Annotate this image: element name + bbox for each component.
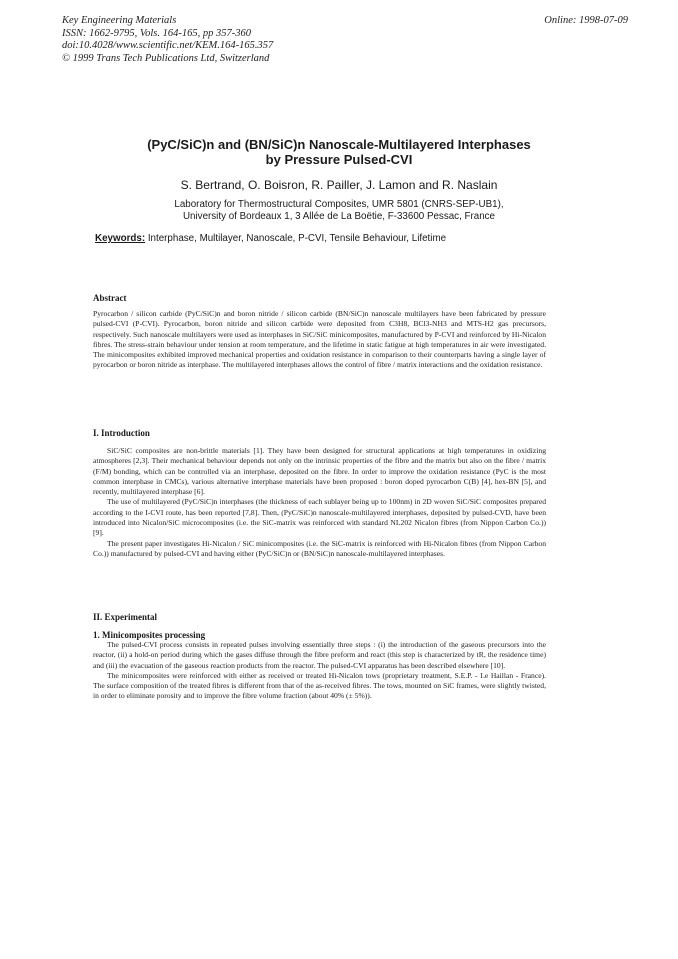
experimental-heading: II. Experimental — [93, 612, 157, 622]
keywords-label: Keywords: — [95, 233, 146, 244]
keywords — [95, 233, 615, 244]
journal-name: Key Engineering Materials — [62, 15, 177, 26]
paper-title — [0, 137, 678, 167]
online-date: Online: 1998-07-09 — [544, 15, 628, 26]
copyright-line: © 1999 Trans Tech Publications Ltd, Switzerland — [62, 52, 270, 64]
affiliation-line-1: Laboratory for Thermostructural Composites, UMR 5801 (CNRS-SEP-UB1), — [174, 199, 504, 210]
authors: S. Bertrand, O. Boisron, R. Pailler, J. Lamon and R. Naslain — [180, 178, 498, 192]
experimental-body — [93, 640, 546, 702]
intro-paragraph-3: The present paper investigates Hi-Nicalon / SiC minicomposites (i.e. the SiC-matrix is reinforced with Hi-Nicalon fibres (from Nippon Carbon Co.)) manufactured by pulsed-CVI and having either (PyC/SiC)n or (BN/SiC)n nanoscale-multilayered interphases. — [93, 538, 546, 558]
affiliation-line-2: University of Bordeaux 1, 3 Allée de La Boëtie, F-33600 Pessac, France — [182, 211, 496, 222]
journal-header — [62, 15, 273, 65]
title-line-2: by Pressure Pulsed-CVI — [265, 152, 413, 167]
processing-subheading: 1. Minicomposites processing — [93, 630, 206, 640]
keywords-list: Interphase, Multilayer, Nanoscale, P-CVI, Tensile Behaviour, Lifetime — [147, 233, 447, 244]
experimental-paragraph-2: The minicomposites were reinforced with either as received or treated Hi-Nicalon tows (proprietary treatment, S.E.P. - Le Haillan - France). The surface composition of the treated fibres is different from that of the as-received fibres. The tows, mounted on SiC frames, were slightly twisted, in order to eliminate porosity and to improve the fibre volume fraction (about 40% (± 5%)). — [93, 670, 546, 701]
doi-line: doi:10.4028/www.scientific.net/KEM.164-165.357 — [62, 40, 274, 51]
abstract-body — [93, 309, 546, 371]
title-line-1: (PyC/SiC)n and (BN/SiC)n Nanoscale-Multilayered Interphases — [147, 137, 531, 152]
experimental-paragraph-1: The pulsed-CVI process consists in repeated pulses involving essentially three steps : (i) the introduction of the gaseous precursors into the reactor, (ii) a hold-on period during which the gases diffuse through the fibre preform and react (this step is characterized by tR, the residence time) and (iii) the evacuation of the gaseous reaction products from the reactor. The pulsed-CVI apparatus has been described elsewhere [10]. — [93, 640, 546, 670]
issn-line: ISSN: 1662-9795, Vols. 164-165, pp 357-360 — [62, 27, 251, 39]
affiliation — [0, 199, 678, 223]
introduction-body — [93, 446, 546, 559]
intro-paragraph-1: SiC/SiC composites are non-brittle materials [1]. They have been designed for structural applications at high temperatures in oxidizing atmospheres [2,3]. Their mechanical behaviour depends not only on the intrinsic properties of the fibre and the matrix but also on the fibre / matrix (F/M) bonding, which can be controlled via an interphase, deposited on the fibre. In order to improve the oxidation resistance (PyC is the most common interphase in CMCs), various alternative interphase materials have been proposed : boron doped pyrocarbon C(B) [4], hex-BN [5], and recently, multilayered interphase [6]. — [93, 446, 546, 497]
intro-paragraph-2: The use of multilayered (PyC/SiC)n interphases (the thickness of each sublayer being up to 100nm) in 2D woven SiC/SiC composites prepared according to the I-CVI route, has been reported [7,8]. Then, (PyC/SiC)n nanoscale-multilayered interphases, deposited by pulsed-CVD, have been introduced into Nicalon/SiC microcomposites (i.e. the SiC-matrix was reinforced with standard NL202 Nicalon fibres (from Nippon Carbon Co.)) [9]. — [93, 497, 546, 538]
introduction-heading: I. Introduction — [93, 428, 150, 438]
abstract-heading: Abstract — [93, 293, 127, 303]
abstract-text: Pyrocarbon / silicon carbide (PyC/SiC)n and boron nitride / silicon carbide (BN/SiC)n nanoscale multilayers have been fabricated by pressure pulsed-CVI (P-CVI). Pyrocarbon, boron nitride and silicon carbide were deposited from C3H8, BCl3-NH3 and MTS-H2 gas precursors, respectively. Such nanoscale multilayers were used as interphases in SiC/SiC minicomposites, manufactured by P-CVI and reinforced by Hi-Nicalon fibres. The stress-strain behaviour under tension at room temperature, and the lifetime in static fatigue at high temperatures in air were investigated. The minicomposites exhibited improved mechanical properties and oxidation resistance in comparison to their counterparts having a single layer of pyrocarbon or boron nitride as interphase. The multilayered interphases allows the control of fibre / matrix interactions and the oxidation resistance. — [93, 309, 546, 370]
